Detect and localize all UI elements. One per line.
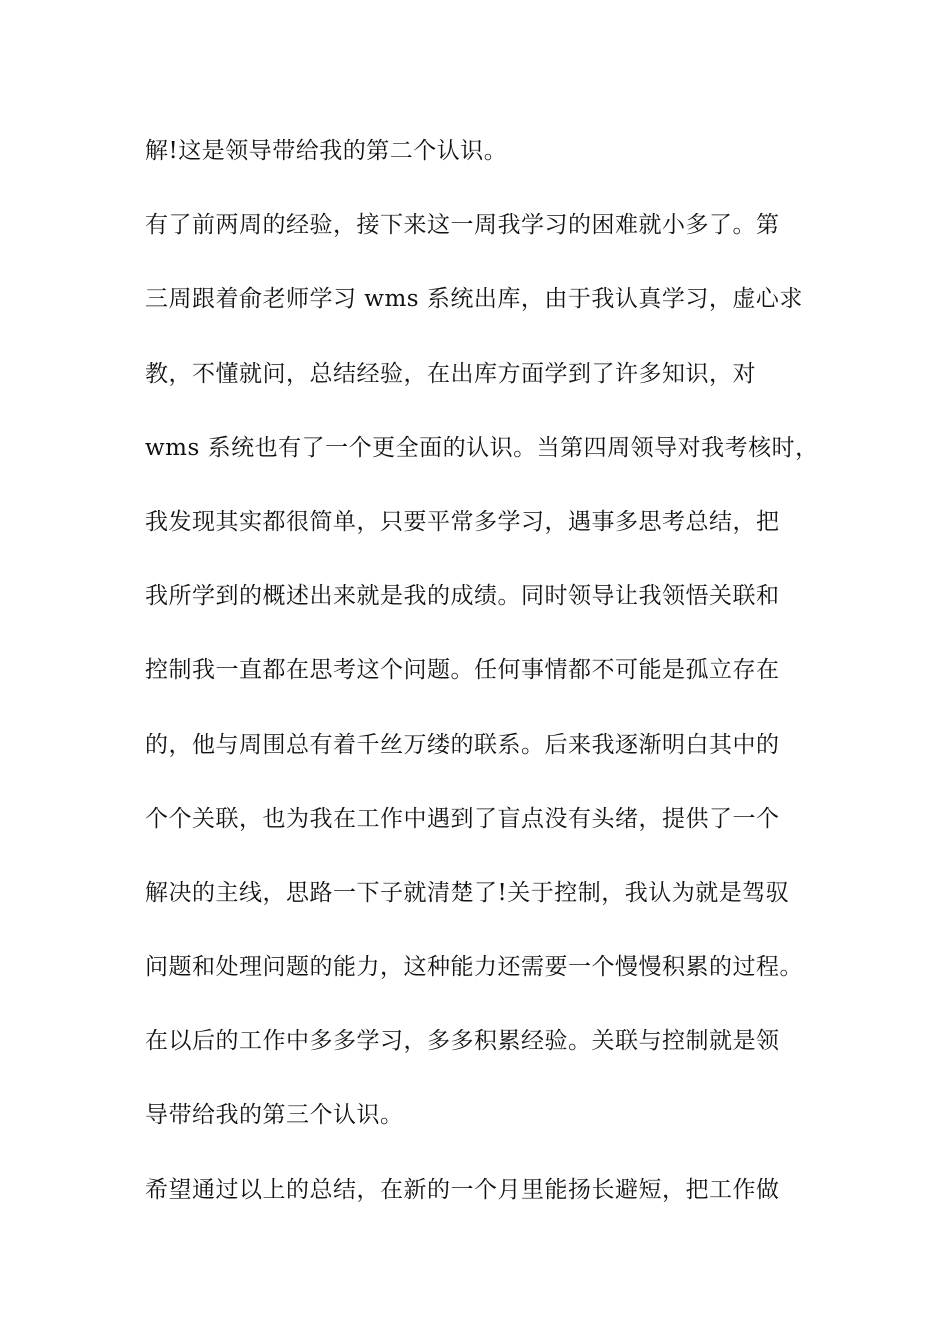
text-line: 的，他与周围总有着千丝万缕的联系。后来我逐渐明白其中的 bbox=[145, 731, 780, 758]
text-line: 解决的主线，思路一下子就清楚了!关于控制，我认为就是驾驭 bbox=[145, 879, 790, 906]
body-text bbox=[145, 128, 825, 1241]
text-line: 希望通过以上的总结，在新的一个月里能扬长避短，把工作做 bbox=[145, 1176, 780, 1203]
text-line: 个个关联，也为我在工作中遇到了盲点没有头绪，提供了一个 bbox=[145, 805, 780, 832]
text-line: 三周跟着俞老师学习 wms 系统出库，由于我认真学习，虚心求 bbox=[145, 286, 803, 313]
text-line: 控制我一直都在思考这个问题。任何事情都不可能是孤立存在 bbox=[145, 657, 780, 684]
text-line: 我发现其实都很简单，只要平常多学习，遇事多思考总结，把 bbox=[145, 508, 780, 535]
text-line: wms 系统也有了一个更全面的认识。当第四周领导对我考核时， bbox=[145, 434, 819, 461]
text-line: 解!这是领导带给我的第二个认识。 bbox=[145, 138, 508, 164]
text-line: 问题和处理问题的能力，这种能力还需要一个慢慢积累的过程。 bbox=[145, 954, 803, 981]
text-line: 我所学到的概述出来就是我的成绩。同时领导让我领悟关联和 bbox=[145, 583, 780, 610]
text-line: 在以后的工作中多多学习，多多积累经验。关联与控制就是领 bbox=[145, 1028, 780, 1055]
text-line: 教，不懂就问，总结经验，在出库方面学到了许多知识，对 bbox=[145, 360, 756, 387]
text-line: 有了前两周的经验，接下来这一周我学习的困难就小多了。第 bbox=[145, 212, 780, 239]
text-line: 导带给我的第三个认识。 bbox=[145, 1102, 404, 1129]
